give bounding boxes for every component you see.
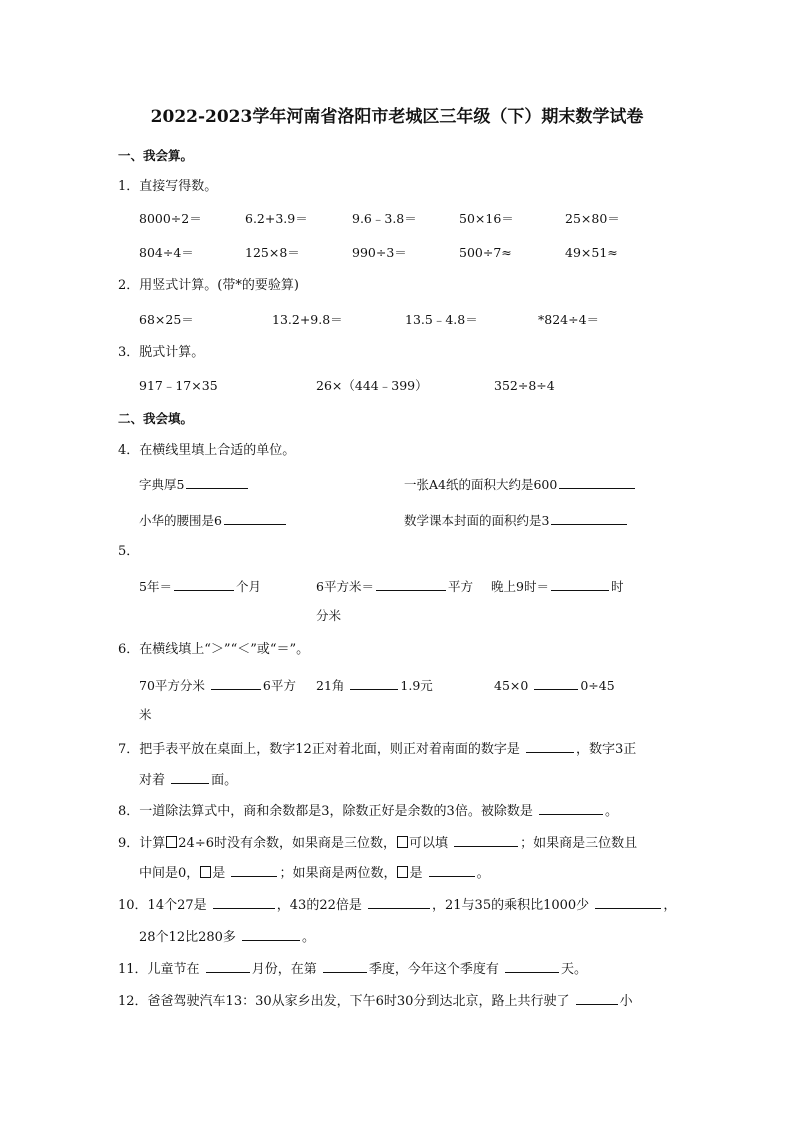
answer-blank[interactable] <box>206 960 250 973</box>
q1-item: 50×16＝ <box>459 211 514 226</box>
section-1-heading: 一、我会算。 <box>118 148 194 163</box>
q5-label: 5． <box>118 544 140 559</box>
q1-label: 1．直接写得数。 <box>118 179 218 194</box>
answer-blank[interactable] <box>231 864 277 877</box>
q4-b: 一张A4纸的面积大约是600 <box>404 476 637 493</box>
exam-title: 2022-2023学年河南省洛阳市老城区三年级（下）期末数学试卷 <box>150 107 644 127</box>
q2-item: 68×25＝ <box>139 312 194 327</box>
square-box-icon <box>166 836 177 848</box>
q4-a: 字典厚5 <box>139 476 250 493</box>
q5-c: 晚上9时＝ 时 <box>491 579 624 594</box>
q6-a: 70平方分米 6平方 <box>139 678 296 693</box>
q3-item: 26×（444﹣399） <box>316 378 428 393</box>
section-2-heading: 二、我会填。 <box>118 411 194 426</box>
answer-blank[interactable] <box>171 771 209 784</box>
answer-blank[interactable] <box>174 578 234 591</box>
q4-label: 4．在横线里填上合适的单位。 <box>118 443 296 458</box>
q10-line-2: 28个12比280多 。 <box>139 930 316 945</box>
square-box-icon <box>397 836 408 848</box>
q1-item: 500÷7≈ <box>459 245 512 260</box>
answer-blank[interactable] <box>551 578 609 591</box>
answer-blank[interactable] <box>242 928 300 941</box>
q2-item: 13.5﹣4.8＝ <box>405 312 478 327</box>
answer-blank[interactable] <box>429 864 475 877</box>
square-box-icon <box>397 866 408 878</box>
q3-item: 917﹣17×35 <box>139 378 218 393</box>
q8-line: 8．一道除法算式中，商和余数都是3，除数正好是余数的3倍。被除数是 。 <box>118 804 618 819</box>
q5-b-unit: 分米 <box>316 608 342 623</box>
q1-item: 25×80＝ <box>565 211 620 226</box>
q2-label: 2．用竖式计算。(带*的要验算) <box>118 278 299 293</box>
q4-d: 数学课本封面的面积约是3 <box>404 512 629 529</box>
q3-item: 352÷8÷4 <box>494 378 555 393</box>
answer-blank[interactable] <box>576 992 618 1005</box>
answer-blank[interactable] <box>368 896 430 909</box>
q9-line-2: 中间是0， 是 ；如果商是两位数， 是 。 <box>139 866 490 881</box>
q6-a-unit: 米 <box>139 707 152 722</box>
q6-c: 45×0 0÷45 <box>494 678 615 693</box>
q1-item: 990÷3＝ <box>352 245 407 260</box>
q9-line-1: 9．计算 24÷6时没有余数，如果商是三位数， 可以填 ；如果商是三位数且 <box>118 836 638 851</box>
q1-item: 125×8＝ <box>245 245 300 260</box>
answer-blank[interactable] <box>350 677 398 690</box>
answer-blank[interactable] <box>224 512 286 525</box>
answer-blank[interactable] <box>186 476 248 489</box>
q6-label: 6．在横线填上“＞”“＜”或“＝”。 <box>118 642 310 657</box>
answer-blank[interactable] <box>559 476 635 489</box>
q1-item: 804÷4＝ <box>139 245 194 260</box>
answer-blank[interactable] <box>595 896 661 909</box>
q1-item: 9.6﹣3.8＝ <box>352 211 417 226</box>
answer-blank[interactable] <box>534 677 578 690</box>
answer-blank[interactable] <box>539 802 603 815</box>
q4-c: 小华的腰围是6 <box>139 512 288 529</box>
q1-item: 49×51≈ <box>565 245 618 260</box>
q6-b: 21角 1.9元 <box>316 678 433 693</box>
answer-blank[interactable] <box>323 960 367 973</box>
q1-item: 6.2+3.9＝ <box>245 211 308 226</box>
q10-line-1: 10．14个27是 ，43的22倍是 ，21与35的乘积比1000少 ， <box>118 898 677 913</box>
answer-blank[interactable] <box>213 896 275 909</box>
q7-line-2: 对着 面。 <box>139 773 238 788</box>
q11-line: 11．儿童节在 月份，在第 季度，今年这个季度有 天。 <box>118 962 588 977</box>
answer-blank[interactable] <box>505 960 559 973</box>
q1-item: 8000÷2＝ <box>139 211 202 226</box>
square-box-icon <box>200 866 211 878</box>
q3-label: 3．脱式计算。 <box>118 345 205 360</box>
answer-blank[interactable] <box>551 512 627 525</box>
q7-line-1: 7．把手表平放在桌面上，数字12正对着北面，则正对着南面的数字是 ，数字3正 <box>118 742 637 757</box>
q5-b: 6平方米＝ 平方 <box>316 579 473 594</box>
q2-item: *824÷4＝ <box>538 312 600 327</box>
q12-line: 12．爸爸驾驶汽车13：30从家乡出发，下午6时30分到达北京，路上共行驶了 小 <box>118 994 633 1009</box>
answer-blank[interactable] <box>376 578 446 591</box>
q5-a: 5年＝ 个月 <box>139 579 261 594</box>
q2-item: 13.2+9.8＝ <box>272 312 343 327</box>
answer-blank[interactable] <box>454 834 518 847</box>
answer-blank[interactable] <box>211 677 261 690</box>
answer-blank[interactable] <box>526 740 574 753</box>
